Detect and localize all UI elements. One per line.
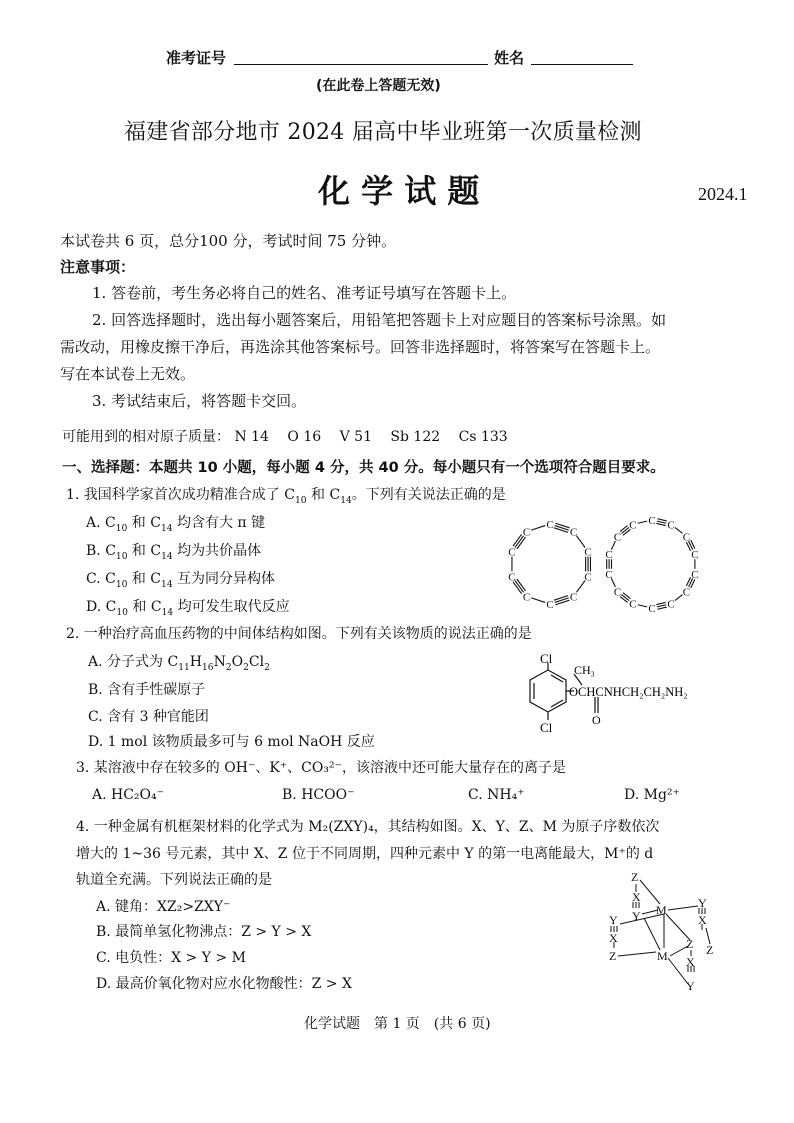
ring-atom-label: C (508, 571, 516, 584)
q1-option-a: A. $C_{10}$ 和 $C_{14}$ 均含有大 π 键 (86, 515, 266, 534)
question-2-stem: 2. 一种治疗高血压药物的中间体结构如图。下列有关该物质的说法正确的是 (66, 626, 532, 642)
section-heading: 一、选择题：本题共 10 小题，每小题 4 分，共 40 分。每小题只有一个选项符合题目要求。 (62, 460, 665, 476)
atom-label: X (686, 955, 695, 969)
atom-label: Z (706, 943, 714, 957)
note-item: 2. 回答选择题时，选出每小题答案后，用铅笔把答题卡上对应题目的答案标号涂黑。如 (92, 311, 667, 329)
ring-atom-label: C (682, 531, 691, 544)
exam-id-label: 准考证号 (166, 49, 227, 67)
c14-ring (605, 515, 698, 614)
ring-atom-label: C (584, 571, 592, 584)
atom-label: M (657, 949, 668, 963)
q2-option-c: C. 含有 3 种官能团 (88, 709, 209, 725)
exam-date: 2024.1 (698, 184, 748, 204)
q4-option-b: B. 最简单氢化物沸点：Z > Y > X (96, 924, 312, 940)
ring-atom-label: C (522, 591, 531, 604)
atom-label: X (632, 890, 641, 904)
ring-bond (554, 528, 568, 533)
q1-option-b: B. $C_{10}$ 和 $C_{14}$ 均为共价晶体 (86, 543, 262, 562)
exam-title: 福建省部分地市 2024 届高中毕业班第一次质量检测 (124, 120, 642, 145)
ring-atom-label: C (691, 549, 699, 562)
ring-bond (657, 521, 666, 523)
ring-atom-label: C (629, 598, 637, 611)
atom-label: M (656, 903, 667, 917)
atom-label: Y (698, 896, 707, 910)
ring-atom-label: C (691, 568, 699, 581)
atom-label: X (698, 913, 707, 927)
ring-atom-label: C (605, 549, 613, 562)
atom-label: Z (609, 949, 617, 963)
ring-atom-label: C (569, 591, 578, 604)
q1-option-c: C. $C_{10}$ 和 $C_{14}$ 互为同分异构体 (86, 571, 276, 590)
ring-atom-label: C (546, 519, 554, 531)
q3-option-b: B. HCOO⁻ (282, 787, 355, 803)
ring-atom-label: C (546, 599, 554, 611)
question-4-stem: 增大的 1~36 号元素，其中 X、Z 位于不同周期，四种元素中 Y 的第一电离能最大，M⁺的 d (76, 846, 654, 862)
intro-text: 本试卷共 6 页，总分100 分，考试时间 75 分钟。 (60, 232, 397, 250)
ring-bond (622, 527, 629, 533)
ring-bond (656, 602, 665, 604)
ring-atom-label: C (613, 586, 622, 599)
framework-bonds (611, 880, 710, 984)
ring-atom-label: C (613, 531, 622, 544)
name-field (531, 48, 633, 65)
name-label: 姓名 (494, 49, 525, 67)
cl-top-label: Cl (540, 651, 553, 666)
ring-atom-label: C (667, 598, 675, 611)
q3-option-d: D. Mg²⁺ (624, 787, 680, 803)
note-item: 1. 答卷前，考生务必将自己的姓名、准考证号填写在答题卡上。 (92, 284, 517, 302)
ring-atom-label: C (682, 586, 691, 599)
ring-atom-label: C (648, 515, 656, 527)
q3-option-c: C. NH₄⁺ (468, 787, 525, 803)
ring-bond (638, 605, 647, 607)
ring-bond (555, 600, 569, 605)
ring-atom-label: C (584, 546, 592, 559)
atom-label: Z (631, 870, 639, 884)
atom-label: X (609, 931, 618, 945)
q2-option-d: D. 1 mol 该物质最多可与 6 mol NaOH 反应 (88, 734, 375, 750)
atom-label: Y (686, 979, 695, 993)
ring-atom-label: C (605, 568, 613, 581)
ring-bond (638, 521, 647, 523)
q2-option-a: A. 分子式为 $C_{11}H_{16}N_2O_2Cl_2$ (88, 654, 270, 673)
ring-bond (622, 595, 629, 601)
question-4-stem: 轨道全充满。下列说法正确的是 (76, 872, 272, 888)
note-item: 3. 考试结束后，将答题卡交回。 (92, 392, 307, 410)
question-1-stem: 1. 我国科学家首次成功精准合成了 $C_{10}$ 和 $C_{14}$。下列有关说法正确的是 (66, 487, 506, 506)
ring-atom-label: C (508, 546, 516, 559)
q4-framework-figure (598, 866, 730, 996)
ring-bond (657, 519, 666, 521)
ring-bond (555, 526, 569, 531)
q1-option-d: D. $C_{10}$ 和 $C_{14}$ 均可发生取代反应 (86, 599, 290, 618)
exam-id-field (234, 48, 488, 65)
side-chain-label: OCHCNHCH₂CH₂NH₂ (569, 685, 688, 699)
cl-bottom-label: Cl (540, 720, 553, 735)
q4-option-d: D. 最高价氧化物对应水化物酸性：Z > X (96, 976, 352, 992)
ring-bond (656, 523, 665, 525)
ring-bond (555, 598, 569, 603)
ring-bond (531, 526, 545, 531)
ring-bond (554, 596, 568, 601)
q4-option-c: C. 电负性：X > Y > M (96, 950, 246, 966)
ring-bond (531, 598, 545, 603)
note-item: 写在本试卷上无效。 (60, 365, 196, 383)
ch3-label: CH₃ (574, 663, 595, 677)
question-4-stem: 4. 一种金属有机框架材料的化学式为 M₂(ZXY)₄，其结构如图。X、Y、Z、M 为原子序数依次 (76, 819, 660, 835)
q4-option-a: A. 键角：XZ₂>ZXY⁻ (96, 899, 231, 915)
ring-atom-label: C (648, 603, 656, 614)
atom-label: Y (609, 913, 618, 927)
no-answer-notice: (在此卷上答题无效) (316, 78, 441, 94)
q2-option-b: B. 含有手性碳原子 (88, 682, 206, 698)
note-item: 需改动，用橡皮擦干净后，再选涂其他答案标号。回答非选择题时，将答案写在答题卡上。 (60, 338, 661, 356)
carbon-rings-figure (500, 514, 710, 614)
ring-atom-label: C (522, 526, 531, 539)
q3-option-a: A. HC₂O₄⁻ (92, 787, 165, 803)
ring-atom-label: C (569, 526, 578, 539)
page-footer: 化学试题 第 1 页 (共 6 页) (304, 1016, 491, 1032)
ring-bond (675, 595, 682, 601)
ring-atom-label: C (629, 519, 637, 532)
carbonyl-o-label: O (592, 713, 601, 727)
ring-bond (657, 607, 666, 609)
q2-structure-figure (494, 650, 724, 742)
atom-label: Z (686, 937, 694, 951)
atomic-masses: 可能用到的相对原子质量： N 14 O 16 V 51 Sb 122 Cs 133 (62, 429, 508, 445)
ring-bond (657, 605, 666, 607)
ring-bond (675, 527, 682, 533)
notes-heading: 注意事项： (60, 258, 136, 276)
question-3-stem: 3. 某溶液中存在较多的 OH⁻、K⁺、CO₃²⁻，该溶液中还可能大量存在的离子是 (76, 760, 566, 776)
subject-title: 化 学 试 题 (318, 172, 480, 210)
c10-ring (508, 519, 591, 611)
ring-bond (555, 523, 569, 528)
atom-label: Y (632, 909, 641, 923)
ring-atom-label: C (667, 519, 675, 532)
